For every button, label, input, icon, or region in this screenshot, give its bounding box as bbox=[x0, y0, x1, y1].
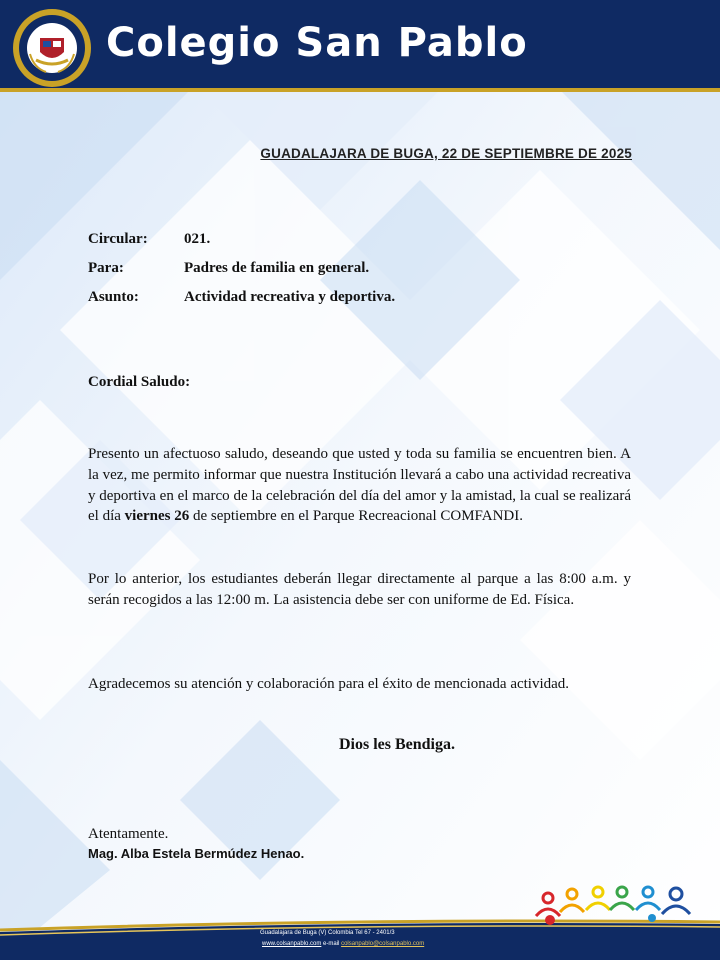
footer-decoration bbox=[0, 880, 720, 960]
field-value: 021. bbox=[184, 231, 211, 247]
school-logo-icon bbox=[12, 8, 92, 88]
greeting: Cordial Saludo: bbox=[88, 374, 191, 390]
circular-field bbox=[88, 231, 210, 248]
field-label: Para: bbox=[88, 260, 124, 276]
email-label: e-mail bbox=[323, 941, 340, 947]
website-link[interactable]: www.colsanpablo.com bbox=[262, 941, 322, 947]
field-label: Asunto: bbox=[88, 289, 139, 305]
footer-contact bbox=[262, 941, 424, 947]
letter-date: GUADALAJARA DE BUGA, 22 DE SEPTIEMBRE DE 2025 bbox=[260, 146, 632, 161]
children-logo-icon bbox=[536, 887, 690, 916]
closing: Atentamente. bbox=[88, 826, 169, 842]
paragraph-text: Presento un afectuoso saludo, deseando que usted y toda su familia se encuentren bien. A la vez, me permito informar que nuestra Institución llevará a cabo una actividad recreativa y deportiva en el marco de la celebración del día del amor y la amistad, la cual se realizará el día bbox=[88, 446, 631, 525]
paragraph-bold-date: viernes 26 bbox=[124, 508, 190, 525]
school-name: Colegio San Pablo bbox=[106, 20, 528, 66]
email-link[interactable]: colsanpablo@colsanpablo.com bbox=[341, 941, 425, 947]
signer-name: Mag. Alba Estela Bermúdez Henao. bbox=[88, 846, 305, 861]
para-field bbox=[88, 260, 369, 277]
paragraph-text: de septiembre en el Parque Recreacional COMFANDI. bbox=[189, 508, 524, 525]
field-value: Actividad recreativa y deportiva. bbox=[184, 289, 396, 305]
field-label: Circular: bbox=[88, 231, 148, 247]
body-paragraph-3: Agradecemos su atención y colaboración para el éxito de mencionada actividad. bbox=[88, 676, 570, 692]
field-value: Padres de familia en general. bbox=[184, 260, 370, 276]
footer-address: Guadalajara de Buga (V) Colombia Tel 67 - 2401/3 bbox=[260, 930, 395, 936]
body-paragraph-1 bbox=[88, 444, 631, 527]
body-paragraph-2: Por lo anterior, los estudiantes deberán llegar directamente al parque a las 8:00 a.m. y serán recogidos a las 12:00 m. La asistencia debe ser con uniforme de Ed. Física. bbox=[88, 571, 631, 608]
asunto-field bbox=[88, 289, 395, 306]
blessing: Dios les Bendiga. bbox=[338, 736, 455, 753]
header-gold-stripe bbox=[0, 88, 720, 92]
